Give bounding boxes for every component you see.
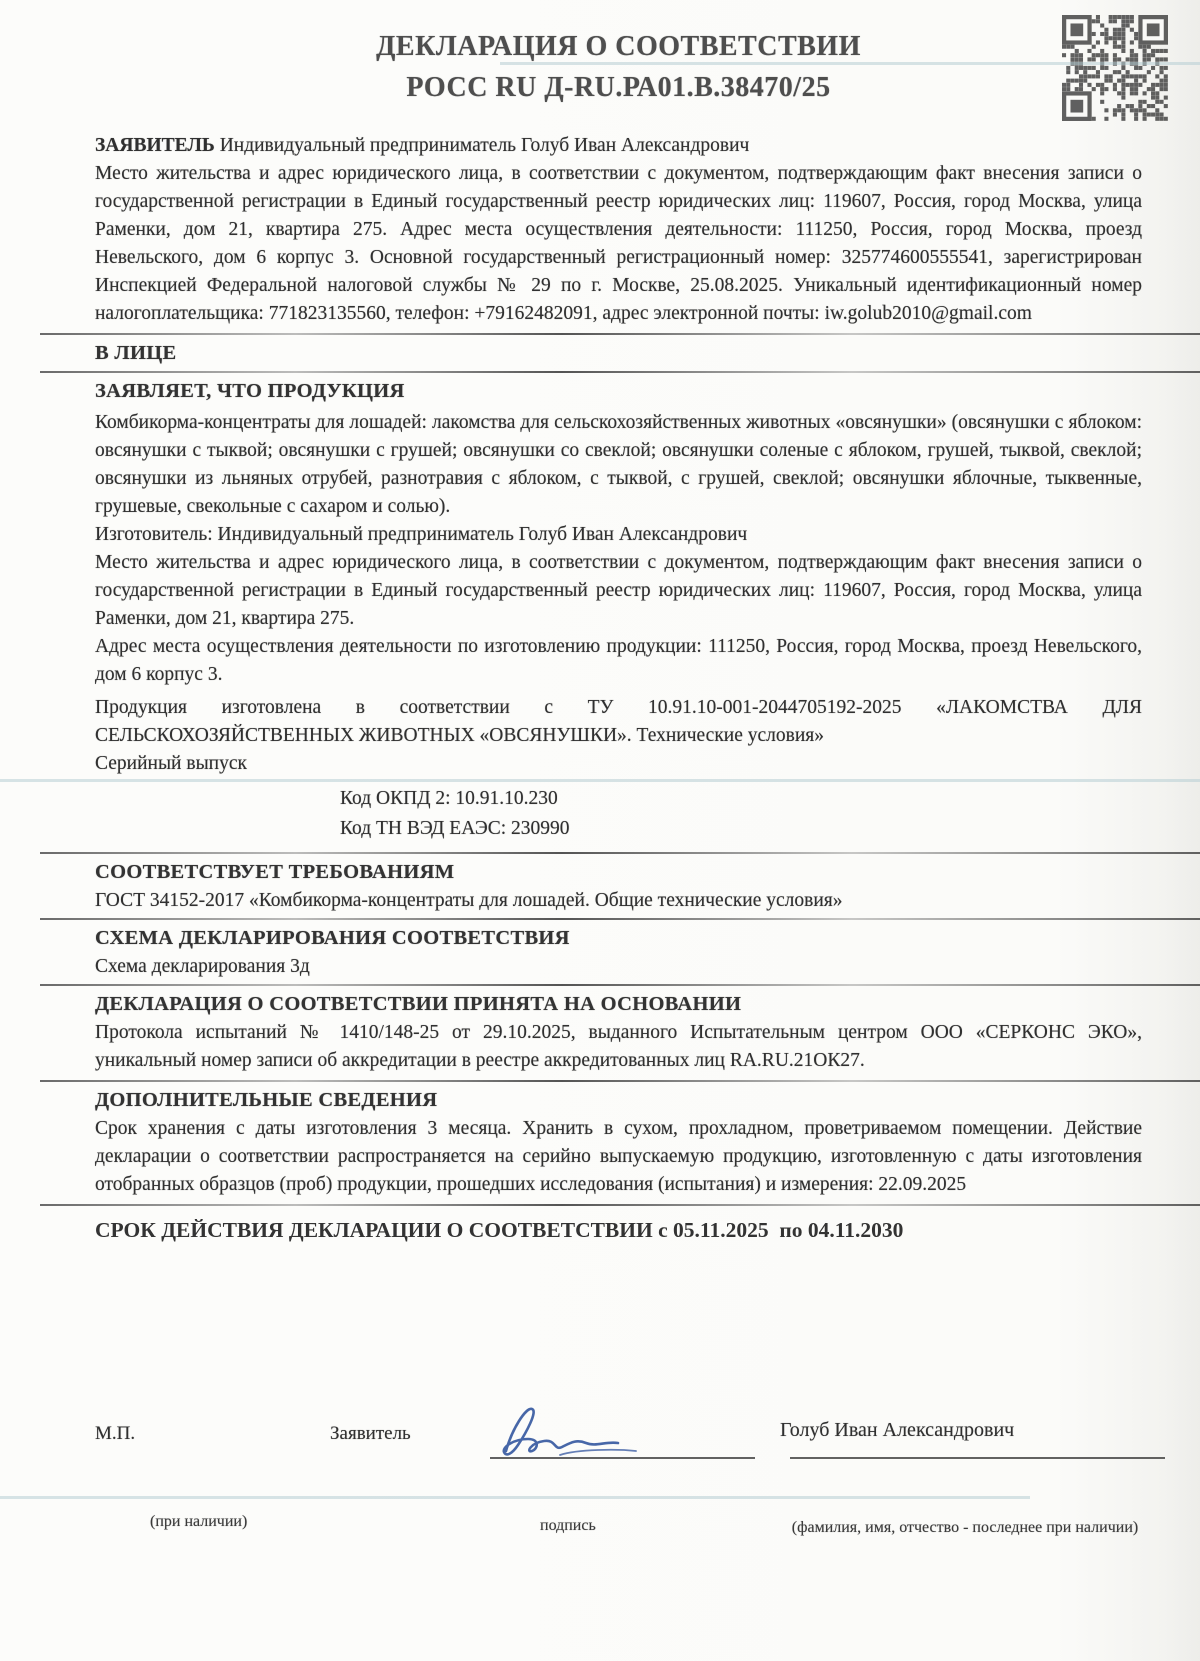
- qr-code: [1062, 13, 1168, 123]
- section-divider: [40, 1204, 1200, 1206]
- section-divider: [40, 918, 1200, 920]
- production-address: Адрес места осуществления деятельности по изготовлению продукции: 111250, Россия, город Москва, проезд Невельского, дом 6 корпус 3.: [95, 636, 1142, 685]
- name-note: (фамилия, имя, отчество - последнее при наличии): [791, 1519, 1139, 1536]
- name-line: [790, 1457, 1165, 1459]
- manufacturer-address: Место жительства и адрес юридического лица, в соответствии с документом, подтверждающим факт внесения записи о государственной регистрации в Единый государственный реестр юридических лиц: 119607, Россия, город Москва, улица Раменки, дом 21, квартира 275.: [95, 552, 1142, 629]
- signature-note: подпись: [540, 1517, 596, 1534]
- signature-block: [0, 1405, 1200, 1625]
- section-scheme: СХЕМА ДЕКЛАРИРОВАНИЯ СООТВЕТСТВИЯ: [95, 927, 570, 949]
- tnved-code: Код ТН ВЭД ЕАЭС: 230990: [340, 818, 570, 839]
- applicant-heading: ЗАЯВИТЕЛЬ: [95, 135, 215, 156]
- okpd-code: Код ОКПД 2: 10.91.10.230: [340, 788, 558, 809]
- section-conforms: СООТВЕТСТВУЕТ ТРЕБОВАНИЯМ: [95, 861, 455, 883]
- section-divider: [40, 1080, 1200, 1082]
- additional-text: Срок хранения с даты изготовления 3 месяца. Хранить в сухом, прохладном, проветриваемом помещении. Действие декларации о соответствии распространяется на серийно выпускаемую продукцию, изготовленную с даты изготовления отобранных образцов (проб) продукции, прошедших исследования (испытания) и измерения: 22.09.2025: [95, 1118, 1142, 1195]
- stamp-note: (при наличии): [150, 1513, 248, 1530]
- applicant-full-name: Голуб Иван Александрович: [780, 1419, 1015, 1441]
- section-divider: [40, 333, 1200, 335]
- basis-text: Протокола испытаний № 1410/148-25 от 29.10.2025, выданного Испытательным центром ООО «СЕРКОНС ЭКО», уникальный номер записи об аккредитации в реестре аккредитованных лиц RA.RU.21ОК27.: [95, 1022, 1142, 1071]
- applicant-details: Место жительства и адрес юридического лица, в соответствии с документом, подтверждающим факт внесения записи о государственной регистрации в Единый государственный реестр юридических лиц: 119607, Россия, город Москва, улица Раменки, дом 21, квартира 275. Адрес места осуществления деятельности: 111250, Россия, город Москва, проезд Невельского, дом 6 корпус 3. Основной государственный регистрационный номер: 325774600555541, зарегистрирован Инспекцией Федеральной налоговой службы № 29 по г. Москве, 25.08.2025. Уникальный идентификационный номер налогоплательщика: 771823135560, телефон: +79162482091, адрес электронной почты: iw.golub2010@gmail.com: [95, 163, 1142, 324]
- section-divider: [40, 984, 1200, 986]
- applicant-name: Индивидуальный предприниматель Голуб Иван Александрович: [219, 135, 750, 156]
- gost-reference: ГОСТ 34152-2017 «Комбикорма-концентраты для лошадей. Общие технические условия»: [95, 890, 843, 911]
- scheme-value: Схема декларирования 3д: [95, 956, 310, 977]
- tu-reference: Продукция изготовлена в соответствии с ТУ 10.91.10-001-2044705192-2025 «ЛАКОМСТВА ДЛЯ СЕЛЬСКОХОЗЯЙСТВЕННЫХ ЖИВОТНЫХ «ОВСЯНУШКИ». Технические условия»: [95, 697, 1142, 746]
- section-basis: ДЕКЛАРАЦИЯ О СООТВЕТСТВИИ ПРИНЯТА НА ОСНОВАНИИ: [95, 993, 742, 1015]
- product-description: Комбикорма-концентраты для лошадей: лакомства для сельскохозяйственных животных «овсянушки» (овсянушки с яблоком: овсянушки с тыквой; овсянушки с грушей; овсянушки со свеклой; овсянушки соленые с яблоком, грушей, тыквой, свеклой; овсянушки из льняных отрубей, разнотравия с яблоком, с тыквой, с грушей, свеклой; овсянушки яблочные, тыквенные, грушевые, свекольные с сахаром и солью).: [95, 412, 1142, 517]
- document-title: [95, 26, 1142, 108]
- applicant-label: Заявитель: [330, 1423, 411, 1444]
- document-number: РОСС RU Д-RU.РА01.В.38470/25: [406, 72, 831, 103]
- section-divider: [40, 371, 1200, 373]
- stamp-place-label: М.П.: [95, 1423, 136, 1444]
- page-title: ДЕКЛАРАЦИЯ О СООТВЕТСТВИИ: [376, 31, 861, 62]
- validity-heading: СРОК ДЕЙСТВИЯ ДЕКЛАРАЦИИ О СООТВЕТСТВИИ: [95, 1218, 653, 1242]
- applicant-line: [95, 132, 1142, 160]
- section-divider: [40, 852, 1200, 854]
- section-declares: ЗАЯВЛЯЕТ, ЧТО ПРОДУКЦИЯ: [95, 380, 405, 402]
- manufacturer-line: Изготовитель: Индивидуальный предприниматель Голуб Иван Александрович: [95, 524, 748, 545]
- validity-dates: с 05.11.2025 по 04.11.2030: [658, 1218, 904, 1242]
- validity-line: [95, 1213, 1142, 1247]
- handwritten-signature: [468, 1399, 688, 1469]
- section-in-person: В ЛИЦЕ: [95, 342, 177, 364]
- section-additional: ДОПОЛНИТЕЛЬНЫЕ СВЕДЕНИЯ: [95, 1089, 438, 1111]
- serial-release: Серийный выпуск: [95, 753, 247, 774]
